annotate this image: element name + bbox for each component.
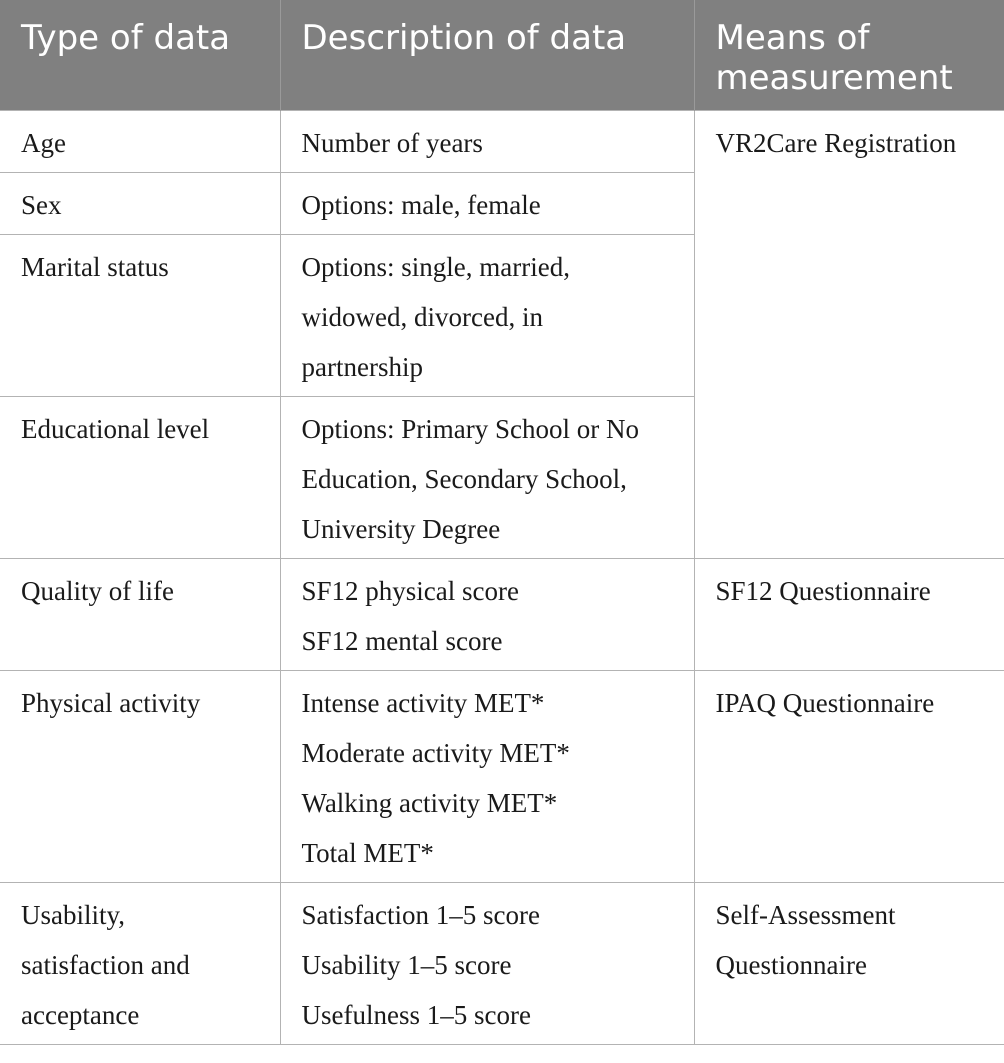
cell-description xyxy=(280,235,694,397)
cell-description xyxy=(280,397,694,559)
cell-text: Options: single, married, xyxy=(301,252,570,282)
cell-text: SF12 mental score xyxy=(301,626,503,656)
header-type-of-data: Type of data xyxy=(0,0,280,111)
cell-text: Marital status xyxy=(21,252,169,282)
cell-text: VR2Care Registration xyxy=(715,128,957,158)
cell-type xyxy=(0,883,280,1045)
cell-text: University Degree xyxy=(301,514,501,544)
header-row xyxy=(0,0,1004,111)
cell-text: Walking activity MET* xyxy=(301,788,558,818)
cell-text: IPAQ Questionnaire xyxy=(715,688,935,718)
cell-type xyxy=(0,173,280,235)
cell-description xyxy=(280,111,694,173)
cell-means xyxy=(694,883,1004,1045)
cell-means xyxy=(694,111,1004,559)
cell-text: acceptance xyxy=(21,1000,140,1030)
table-row xyxy=(0,559,1004,671)
cell-text: Usability, xyxy=(21,900,125,930)
cell-type xyxy=(0,397,280,559)
cell-text: Total MET* xyxy=(301,838,434,868)
cell-means xyxy=(694,559,1004,671)
cell-text: Usefulness 1–5 score xyxy=(301,1000,531,1030)
cell-text: Satisfaction 1–5 score xyxy=(301,900,540,930)
cell-text: Usability 1–5 score xyxy=(301,950,512,980)
cell-type xyxy=(0,559,280,671)
cell-means xyxy=(694,671,1004,883)
cell-text: satisfaction and xyxy=(21,950,190,980)
cell-type xyxy=(0,235,280,397)
cell-text: Moderate activity MET* xyxy=(301,738,570,768)
cell-text: Quality of life xyxy=(21,576,174,606)
cell-text: Number of years xyxy=(301,128,483,158)
cell-text: widowed, divorced, in xyxy=(301,302,543,332)
cell-description xyxy=(280,883,694,1045)
cell-text: Options: Primary School or No xyxy=(301,414,639,444)
cell-description xyxy=(280,671,694,883)
header-means-of-measurement: Means of measurement xyxy=(694,0,1004,111)
cell-type xyxy=(0,111,280,173)
cell-description xyxy=(280,173,694,235)
cell-text: Questionnaire xyxy=(715,950,867,980)
header-description-of-data: Description of data xyxy=(280,0,694,111)
cell-text: Physical activity xyxy=(21,688,201,718)
cell-text: SF12 physical score xyxy=(301,576,519,606)
cell-type xyxy=(0,671,280,883)
table-row xyxy=(0,671,1004,883)
cell-text: SF12 Questionnaire xyxy=(715,576,931,606)
cell-text: Options: male, female xyxy=(301,190,541,220)
cell-text: Self-Assessment xyxy=(715,900,896,930)
table-row xyxy=(0,883,1004,1045)
cell-text: Age xyxy=(21,128,66,158)
cell-text: Intense activity MET* xyxy=(301,688,545,718)
cell-text: Education, Secondary School, xyxy=(301,464,627,494)
cell-text: Educational level xyxy=(21,414,210,444)
cell-text: Sex xyxy=(21,190,62,220)
table-row xyxy=(0,111,1004,173)
cell-text: partnership xyxy=(301,352,423,382)
cell-description xyxy=(280,559,694,671)
